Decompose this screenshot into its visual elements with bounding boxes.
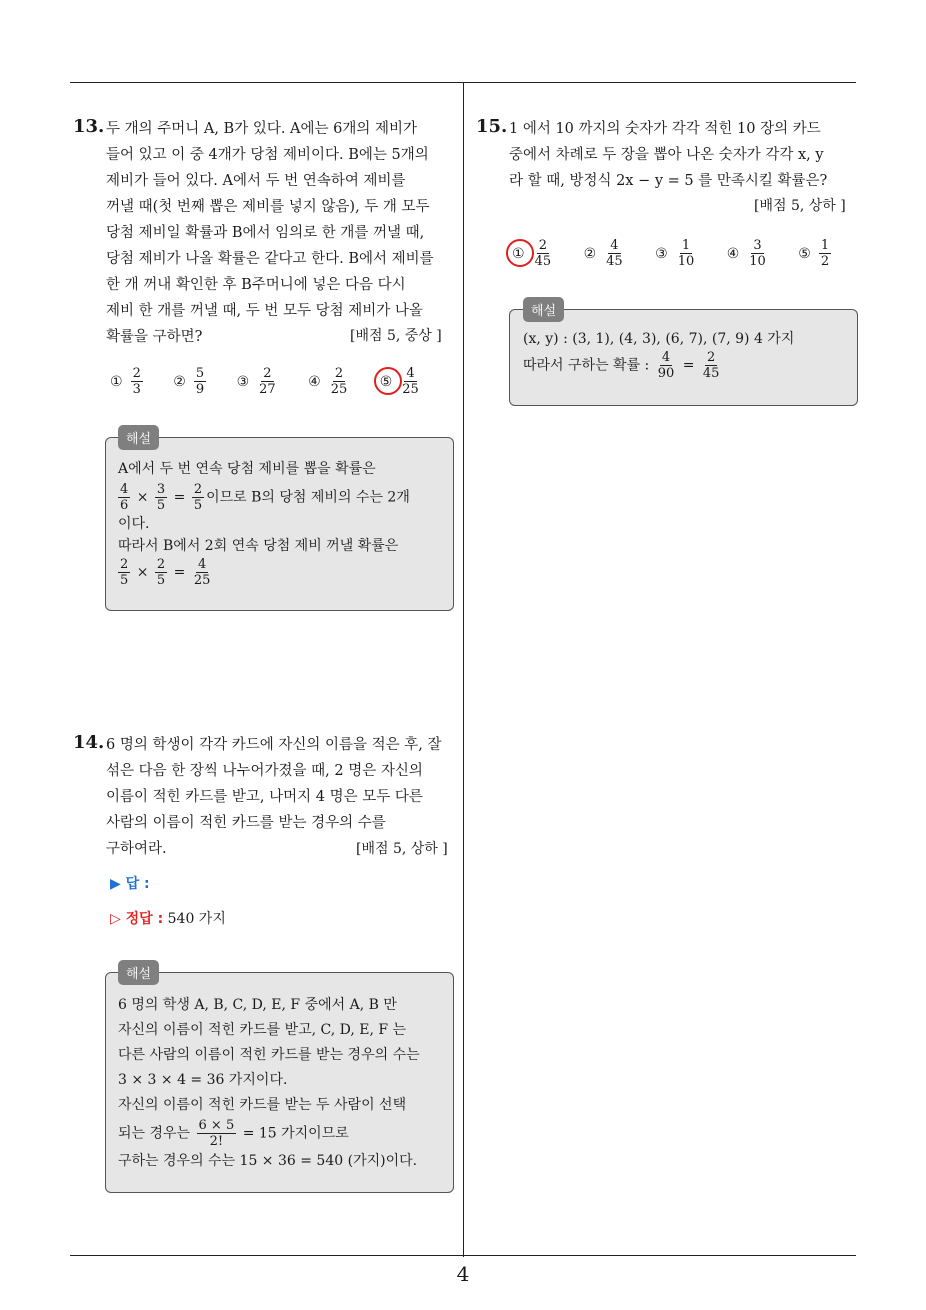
numerator: 2	[334, 366, 344, 381]
explain-line: 6 명의 학생 A, B, C, D, E, F 중에서 A, B 만	[118, 997, 397, 1013]
numerator: 2	[193, 482, 203, 497]
q13-choice-2[interactable]	[173, 366, 208, 397]
q13-line: 꺼낼 때(첫 번째 뽑은 제비를 넣지 않음), 두 개 모두	[106, 199, 430, 215]
numerator: 2	[132, 366, 141, 381]
denominator: 10	[677, 254, 695, 269]
numerator: 1	[681, 238, 691, 253]
equals-sign: =	[173, 489, 186, 506]
explain-line	[118, 557, 410, 588]
explain-line: 따라서 B에서 2회 연속 당첨 제비 꺼낼 확률은	[118, 538, 399, 554]
choice-number: ④	[308, 373, 321, 390]
q13-choice-5[interactable]	[380, 366, 423, 397]
explain-line: A에서 두 번 연속 당첨 제비를 뽑을 확률은	[118, 461, 376, 477]
explain-line: 이다.	[118, 516, 150, 532]
numerator: 4	[661, 350, 671, 365]
numerator: 2	[538, 238, 547, 253]
q13-explanation-text	[118, 458, 410, 588]
explain-line: 다른 사람의 이름이 적힌 카드를 받는 경우의 수는	[118, 1047, 420, 1063]
numerator: 4	[120, 482, 129, 497]
explain-line: 자신의 이름이 적힌 카드를 받고, C, D, E, F 는	[118, 1022, 407, 1038]
choice-number: ③	[655, 245, 668, 262]
explain-line	[523, 350, 794, 381]
choice-number: ③	[236, 373, 250, 390]
q15-choice-2[interactable]	[584, 238, 627, 269]
denominator: 5	[120, 573, 129, 588]
question-15-number: 15.	[476, 116, 508, 137]
q15-line: 라 할 때, 방정식 2x − y = 5 를 만족시킬 확률은?	[509, 173, 828, 189]
denominator: 45	[534, 254, 552, 269]
correct-label: ▷ 정답 :	[110, 911, 164, 927]
numerator: 4	[197, 557, 207, 572]
denominator: 25	[330, 382, 348, 397]
question-15-text	[509, 116, 827, 194]
numerator: 1	[820, 238, 830, 253]
denominator: 10	[749, 254, 766, 269]
q13-line: 확률을 구하면?	[106, 329, 203, 345]
q13-line: 당첨 제비가 나올 확률은 같다고 한다. B에서 제비를	[106, 251, 434, 267]
question-13-number: 13.	[73, 116, 105, 137]
numerator: 2	[156, 557, 166, 572]
q14-line: 사람의 이름이 적힌 카드를 받는 경우의 수를	[106, 815, 386, 831]
numerator: 4	[406, 366, 415, 381]
q15-line: 1 에서 10 까지의 숫자가 각각 적힌 10 장의 카드	[509, 121, 821, 137]
q14-line: 6 명의 학생이 각각 카드에 자신의 이름을 적은 후, 잘	[106, 737, 442, 753]
question-13-text	[106, 116, 434, 350]
times-sign: ×	[136, 489, 149, 506]
numerator: 5	[195, 366, 205, 381]
denominator: 27	[259, 382, 276, 397]
q14-correct-answer	[110, 908, 226, 928]
denominator: 5	[156, 573, 166, 588]
q14-score-meta: [배점 5, 상하 ]	[356, 841, 448, 857]
q13-line: 한 개 꺼내 확인한 후 B주머니에 넣은 다음 다시	[106, 277, 406, 293]
correct-answer-mark-icon	[506, 239, 534, 267]
explain-line: (x, y) : (3, 1), (4, 3), (6, 7), (7, 9) 4 가지	[523, 331, 795, 347]
q15-choices	[512, 238, 857, 269]
q13-line: 제비가 들어 있다. A에서 두 번 연속하여 제비를	[106, 173, 406, 189]
explain-line: 구하는 경우의 수는 15 × 36 = 540 (가지)이다.	[118, 1153, 418, 1169]
choice-number: ①	[110, 373, 123, 390]
q13-choice-1[interactable]	[110, 366, 145, 397]
numerator: 2	[263, 366, 272, 381]
choice-number: ⑤	[798, 245, 811, 262]
q14-explanation-text	[118, 993, 420, 1174]
q13-line: 제비 한 개를 꺼낼 때, 두 번 모두 당첨 제비가 나올	[106, 303, 423, 319]
q13-score-meta: [배점 5, 중상 ]	[350, 328, 442, 344]
denominator: 45	[606, 254, 623, 269]
q14-line: 이름이 적힌 카드를 받고, 나머지 4 명은 모두 다른	[106, 789, 423, 805]
correct-value: 540 가지	[167, 911, 226, 927]
q14-line: 구하여라.	[106, 841, 167, 857]
explain-text: 이므로 B의 당첨 제비의 수는 2개	[206, 489, 410, 506]
q15-explanation-badge: 해설	[523, 297, 564, 322]
denominator: 6	[120, 498, 129, 513]
denominator: 2!	[209, 1134, 224, 1149]
denominator: 90	[657, 366, 675, 381]
q13-choice-4[interactable]	[308, 366, 351, 397]
q13-choices	[110, 366, 447, 397]
q15-line: 중에서 차례로 두 장을 뽑아 나온 숫자가 각각 x, y	[509, 147, 824, 163]
page-number: 4	[456, 1262, 470, 1286]
q13-line: 당첨 제비일 확률과 B에서 임의로 한 개를 꺼낼 때,	[106, 225, 425, 241]
explain-text: 되는 경우는	[118, 1125, 191, 1142]
equals-sign: =	[682, 357, 695, 374]
q14-explanation-badge: 해설	[118, 960, 159, 985]
question-14-number: 14.	[73, 732, 105, 753]
explain-text: 따라서 구하는 확률 :	[523, 357, 650, 374]
numerator: 3	[156, 482, 166, 497]
q13-line: 두 개의 주머니 A, B가 있다. A에는 6개의 제비가	[106, 121, 418, 137]
q14-line: 섞은 다음 한 장씩 나누어가졌을 때, 2 명은 자신의	[106, 763, 423, 779]
q15-explanation-text	[523, 328, 794, 381]
q13-line: 들어 있고 이 중 4개가 당첨 제비이다. B에는 5개의	[106, 147, 429, 163]
q15-choice-1[interactable]	[512, 238, 555, 269]
numerator: 6 × 5	[198, 1118, 235, 1133]
numerator: 2	[120, 557, 129, 572]
explain-line: 3 × 3 × 4 = 36 가지이다.	[118, 1072, 288, 1088]
column-divider	[463, 82, 464, 1257]
explain-text: = 15 가지이므로	[242, 1125, 349, 1142]
numerator: 3	[753, 238, 762, 253]
numerator: 4	[610, 238, 619, 253]
explain-line	[118, 1118, 420, 1149]
choice-number: ①	[512, 245, 525, 262]
denominator: 5	[193, 498, 203, 513]
bottom-rule	[70, 1255, 856, 1256]
denominator: 2	[820, 254, 830, 269]
q13-choice-3[interactable]	[237, 366, 280, 397]
numerator: 2	[707, 350, 716, 365]
q13-explanation-badge: 해설	[118, 425, 159, 450]
explain-line	[118, 482, 410, 513]
denominator: 3	[132, 382, 141, 397]
times-sign: ×	[136, 564, 149, 581]
denominator: 45	[702, 366, 720, 381]
explain-line: 자신의 이름이 적힌 카드를 받는 두 사람이 선택	[118, 1097, 407, 1113]
correct-answer-mark-icon	[374, 367, 402, 395]
q15-score-meta: [배점 5, 상하 ]	[754, 198, 846, 214]
denominator: 5	[156, 498, 166, 513]
q15-choice-3[interactable]	[655, 238, 698, 269]
choice-number: ⑤	[379, 373, 393, 390]
choice-number: ④	[726, 245, 740, 262]
denominator: 9	[195, 382, 205, 397]
q14-answer-label[interactable]: ▶ 답 :	[110, 876, 150, 892]
denominator: 25	[193, 573, 211, 588]
q15-choice-5[interactable]	[798, 238, 833, 269]
equals-sign: =	[173, 564, 186, 581]
denominator: 25	[402, 382, 419, 397]
q15-choice-4[interactable]	[727, 238, 770, 269]
choice-number: ②	[173, 373, 186, 390]
choice-number: ②	[583, 245, 597, 262]
